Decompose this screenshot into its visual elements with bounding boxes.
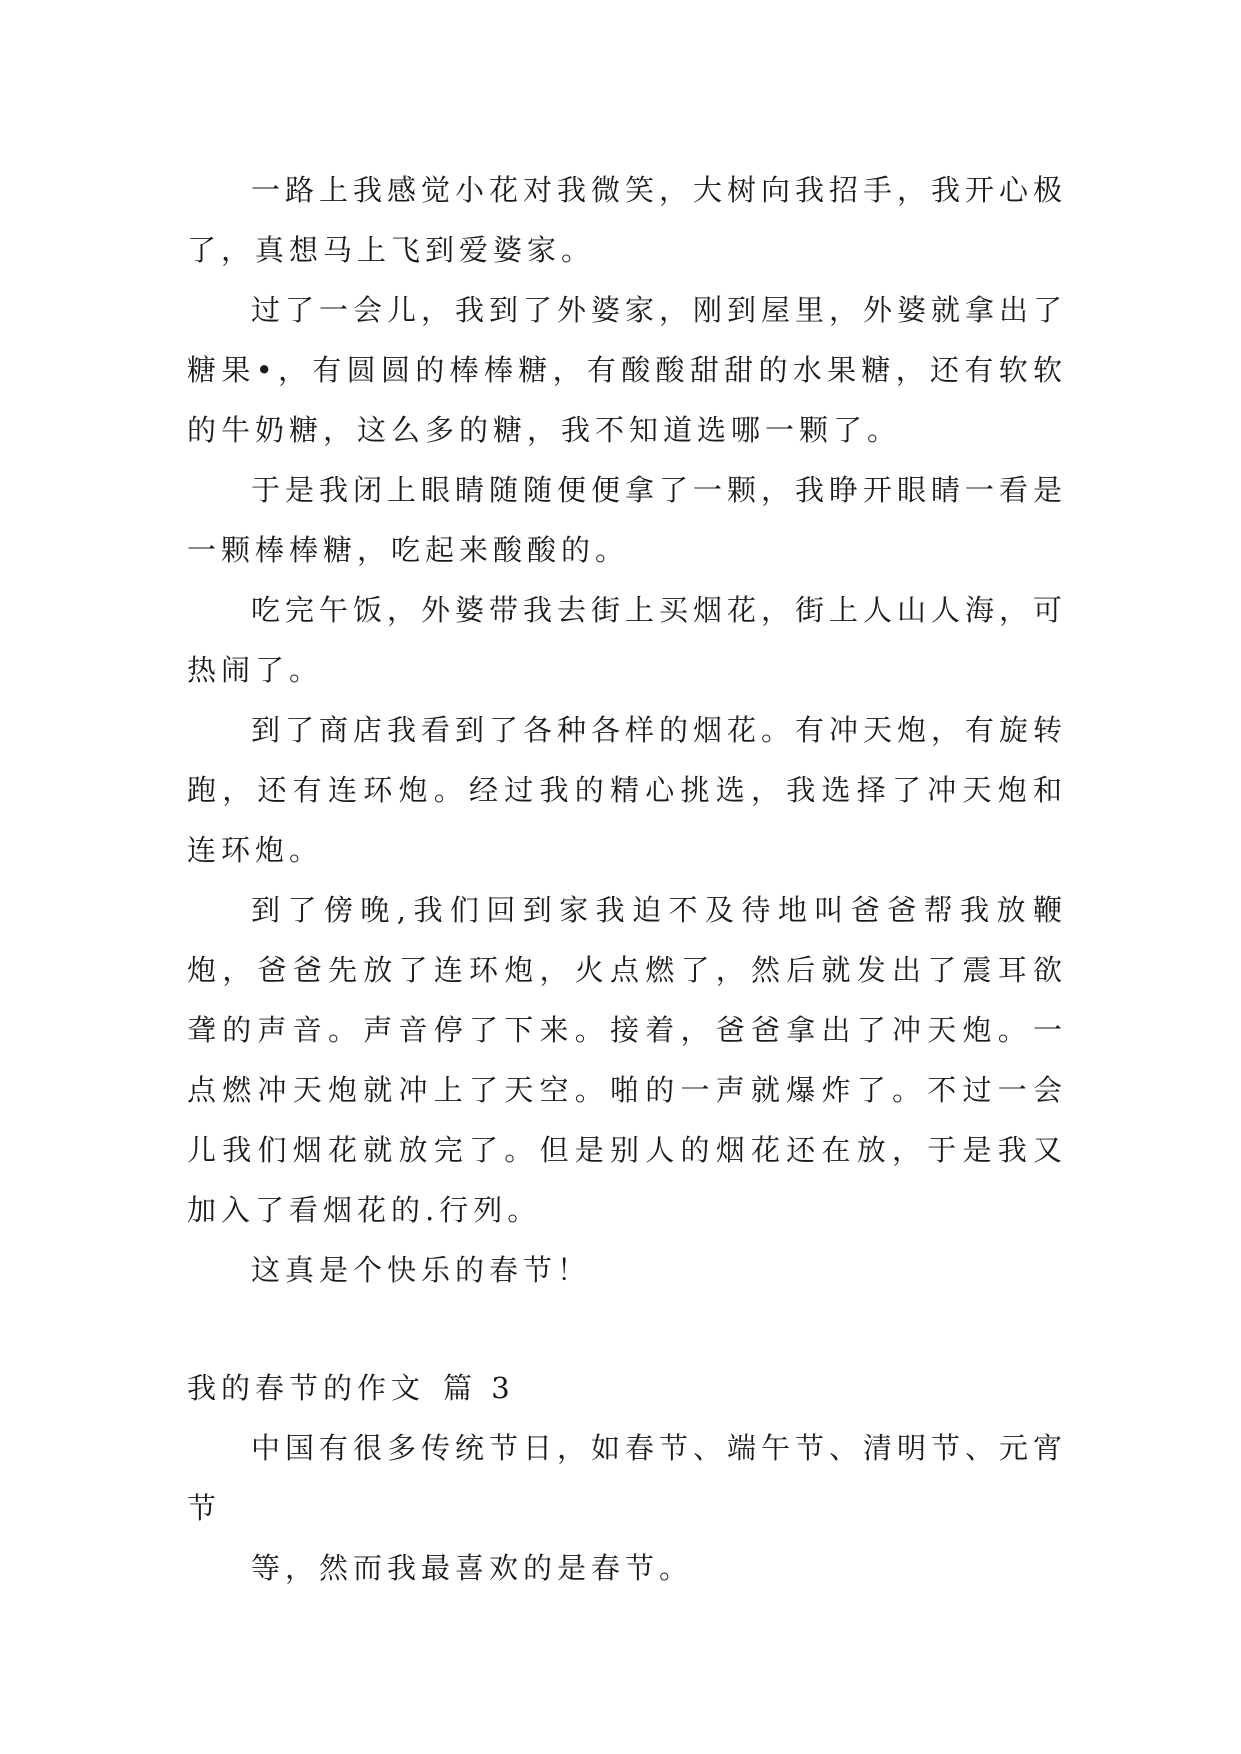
section-number: 篇 3 bbox=[443, 1371, 515, 1405]
section-heading bbox=[187, 1358, 1067, 1418]
paragraph: 过了一会儿，我到了外婆家，刚到屋里，外婆就拿出了糖果•，有圆圆的棒棒糖，有酸酸甜甜的水果糖，还有软软的牛奶糖，这么多的糖，我不知道选哪一颗了。 bbox=[187, 293, 1068, 447]
paragraph: 于是我闭上眼睛随随便便拿了一颗，我睁开眼睛一看是一颗棒棒糖，吃起来酸酸的。 bbox=[187, 473, 1068, 567]
paragraph: 等，然而我最喜欢的是春节。 bbox=[251, 1551, 694, 1585]
paragraph: 一路上我感觉小花对我微笑，大树向我招手，我开心极了，真想马上飞到爱婆家。 bbox=[187, 173, 1068, 267]
paragraph: 到了商店我看到了各种各样的烟花。有冲天炮，有旋转跑，还有连环炮。经过我的精心挑选，我选择了冲天炮和连环炮。 bbox=[187, 713, 1068, 867]
paragraph: 中国有很多传统节日，如春节、端午节、清明节、元宵节 bbox=[187, 1431, 1068, 1525]
section-title: 我的春节的作文 bbox=[187, 1371, 426, 1405]
paragraph: 吃完午饭，外婆带我去街上买烟花，街上人山人海，可热闹了。 bbox=[187, 593, 1068, 687]
document-body bbox=[187, 160, 1067, 1598]
paragraph: 这真是个快乐的春节！ bbox=[251, 1253, 592, 1287]
paragraph: 到了傍晚,我们回到家我迫不及待地叫爸爸帮我放鞭炮，爸爸先放了连环炮，火点燃了，然后就发出了震耳欲聋的声音。声音停了下来。接着，爸爸拿出了冲天炮。一点燃冲天炮就冲上了天空。啪的一声就爆炸了。不过一会儿我们烟花就放完了。但是别人的烟花还在放，于是我又加入了看烟花的.行列。 bbox=[187, 893, 1067, 1227]
